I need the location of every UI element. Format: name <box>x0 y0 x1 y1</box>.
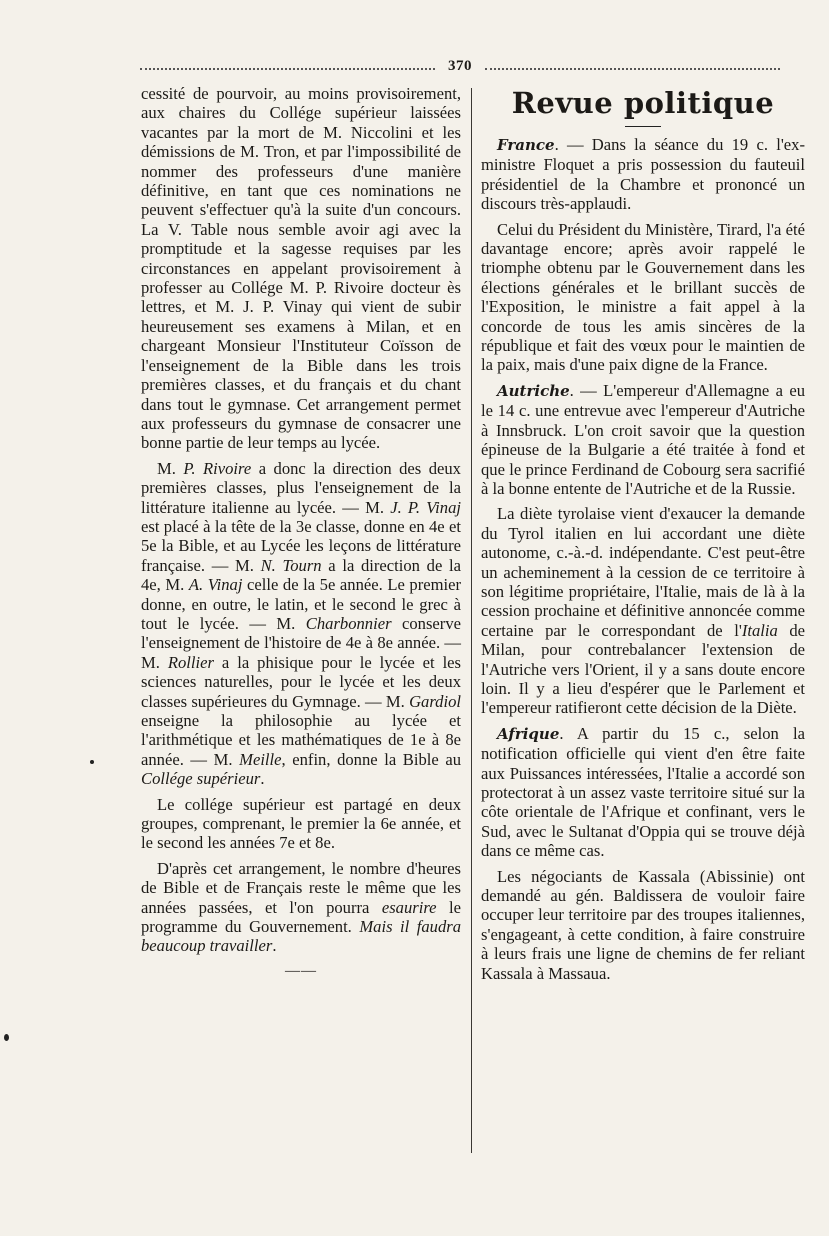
ink-speck <box>4 1034 9 1041</box>
paragraph-tirard: Celui du Président du Ministère, Tirard, l'a été davantage encore; après avoir rappelé le triomphe obtenu par le Gouvernement dans les élections générales et le brillant succès de l'Exposition, le ministre a fait appel à la concorde de tous les amis sincères de la république et fait des vœux pour le maintien de la paix, mais d'une paix digne de la France. <box>481 219 805 375</box>
teacher-name: A. Vinaj <box>188 575 243 595</box>
teacher-name: Meille <box>239 749 282 769</box>
teacher-name: Gardiol <box>409 691 461 711</box>
italic-word: esaurire <box>381 897 437 917</box>
teacher-name: J. P. Vinaj <box>390 497 461 517</box>
text-run: a la direction de la 4e, M. <box>141 555 462 595</box>
column-divider <box>471 88 472 1153</box>
teacher-name: N. Tourn <box>260 555 322 575</box>
text-run: La diète tyrolaise vient d'exaucer la demande du Tyrol italien en lui accordant une diète autonome, c.-à.-d. indépendante. C'est peut-être un acheminement à la cession de ce territoire à son légitime propriétaire, l'Italie, mais de là à la cession prochaine et définitive annoncée comme certaine par le correspondant de l' <box>481 504 805 640</box>
teacher-name: Rollier <box>167 652 214 672</box>
page-header <box>140 58 780 78</box>
left-column <box>141 84 461 981</box>
paragraph-hours <box>141 859 461 956</box>
header-rule-left <box>140 68 435 70</box>
section-title: Revue politique <box>511 86 775 120</box>
header-rule-right <box>485 68 780 70</box>
text-run: , enfin, donne la Bible au <box>281 749 462 769</box>
text-run: le programme du Gouvernement. <box>141 897 462 937</box>
ink-speck <box>90 760 94 764</box>
text-run: . <box>260 769 265 789</box>
teacher-name: Charbonnier <box>305 613 392 633</box>
text-run: a donc la direction des deux premières classes, plus l'enseignement de la littérature italienne au lycée. — M. <box>141 458 461 517</box>
paragraph-diete <box>481 504 805 717</box>
paragraph-college-groups: Le collége supérieur est partagé en deux groupes, comprenant, le premier la 6e année, et le second les années 7e et 8e. <box>141 794 461 853</box>
country-label-afrique: Afrique <box>497 724 560 743</box>
country-label-france: France <box>497 136 555 154</box>
text-run: . — Dans la séance du 19 c. l'ex-ministre Floquet a pris possession du fauteuil présidentiel de la Chambre et prononcé un discours très-applaudi. <box>481 135 805 214</box>
text-run: . <box>272 936 277 956</box>
text-run: . — L'empereur d'Allemagne a eu le 14 c. une entrevue avec l'empereur d'Autriche à Innsbruck. L'on croit savoir que la question épineuse de la Bulgarie a été traitée à fond et que le prince Ferdinand de Cobourg sera sacrifié à la bonne entente de l'Autriche et de la Russie. <box>481 380 805 498</box>
text-run: D'après cet arrangement, le nombre d'heures de Bible et de Français reste le même que les années passées, et l'on pourra <box>141 858 461 917</box>
text-run: de Milan, pour contrebalancer l'extension de l'Autriche vers l'Orient, il y a sans doute encore loin. Il y a lieu d'espérer que le Parlement et l'empereur ratifieront cette décision de la Diète. <box>481 620 806 718</box>
paragraph-college-appointments: cessité de pourvoir, au moins provisoirement, aux chaires du Collége supérieur laissées vacantes par la mort de M. Niccolini et les démissions de M. Tron, et par l'impossibilité de nommer des professeurs d'une manière définitive, en tant que ces nominations ne peuvent s'effectuer qu'à la suite d'un concours. La V. Table nous semble avoir agi avec la promptitude et la sagesse requises par les circonstances en appelant provisoirement à professer au Collége M. P. Rivoire docteur ès lettres, et M. J. P. Vinay qui vient de subir heureusement ses examens à Milan, et en chargeant Monsieur l'Instituteur Coïsson de l'enseignement de la Bible dans les trois premières classes, et du français et du chant dans tout le gymnase. Cet arrangement permet aux professeurs du gymnase de consacrer une bonne partie de leur temps au lycée. <box>141 84 461 453</box>
paragraph-autriche <box>481 381 805 498</box>
text-run: conserve l'enseignement de l'histoire de 4e à 8e année. — M. <box>141 613 461 672</box>
text-run: est placé à la tête de la 3e classe, donne en 4e et 5e la Bible, et au Lycée les leçons de littérature française. — M. <box>141 516 461 575</box>
paragraph-afrique <box>481 724 805 861</box>
right-column <box>481 84 805 989</box>
text-run: . A partir du 15 c., selon la notification officielle qui vient d'en être faite aux Puissances intéressées, l'Italie a accordé son protectorat à un assez vaste territoire situé sur la côte orientale de l'Afrique et confinant, vers le Sud, avec le Sultanat d'Oppia qui se trouve déjà dans ce même cas. <box>481 723 805 861</box>
text-run: a la phisique pour le lycée et les sciences naturelles, pour le lycée et les deux classes supérieures du Gymnage. — M. <box>141 652 462 711</box>
page-number: 370 <box>448 58 472 74</box>
paragraph-kassala: Les négociants de Kassala (Abissinie) ont demandé au gén. Baldissera de vouloir faire occuper leur territoire par des troupes italiennes, s'engageant, à cette condition, à faire construire à leurs frais une ligne de chemins de fer reliant Kassala à Massaua. <box>481 866 805 983</box>
text-run: M. <box>157 458 184 478</box>
paragraph-france <box>481 135 805 214</box>
institution-name: Collége supérieur <box>141 769 261 789</box>
teacher-name: P. Rivoire <box>183 458 252 478</box>
text-run: celle de la 5e année. Le premier donne, en outre, le latin, et le second le grec à tout le lycée. — M. <box>141 575 461 633</box>
newspaper-name: Italia <box>741 620 778 640</box>
end-mark: —— <box>285 962 317 979</box>
text-run: enseigne la philosophie au lycée et l'arithmétique et les mathématiques de 1e à 8e année. — M. <box>141 711 461 769</box>
country-label-autriche: Autriche <box>497 381 570 400</box>
title-rule <box>625 126 661 127</box>
paragraph-teacher-assignments <box>141 459 461 789</box>
italic-phrase: Mais il faudra beaucoup travailler <box>141 917 462 956</box>
